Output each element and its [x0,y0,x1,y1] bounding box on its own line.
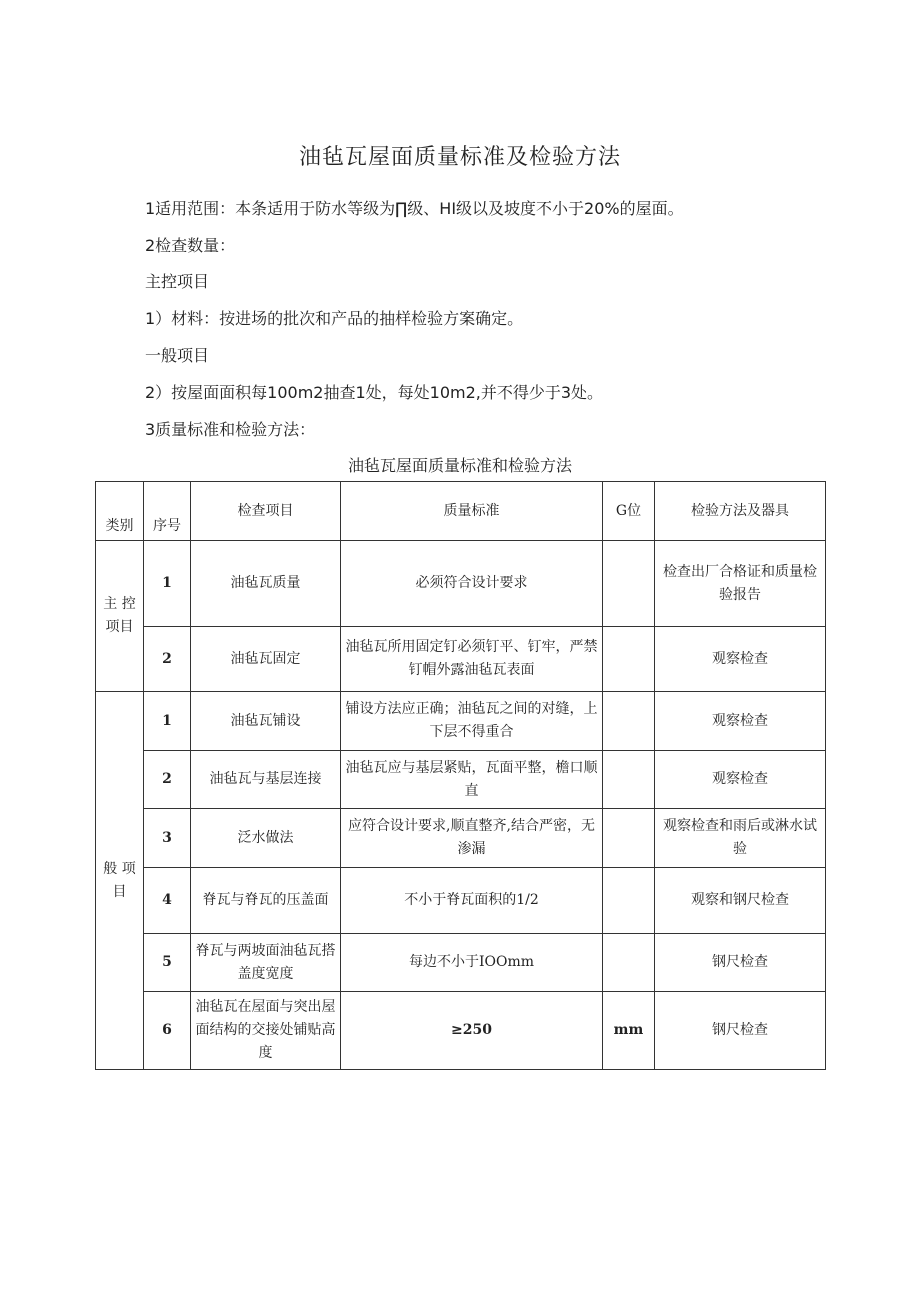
seq-cell: 5 [144,934,191,992]
table-row [96,541,826,627]
standard-cell: 应符合设计要求,顺直整齐,结合严密，无渗漏 [341,809,603,868]
header-standard: 质量标准 [341,482,603,541]
method-cell: 钢尺检查 [655,934,826,992]
standards-heading: 3质量标准和检验方法： [145,420,316,439]
unit-cell [603,627,655,692]
header-seq: 序号 [144,482,191,541]
table-row [96,692,826,751]
unit-cell [603,809,655,868]
header-unit: G位 [603,482,655,541]
method-cell: 观察检查 [655,751,826,809]
standard-cell: 油毡瓦应与基层紧贴，瓦面平整，檐口顺直 [341,751,603,809]
table-row [96,751,826,809]
document-title: 油毡瓦屋面质量标准及检验方法 [298,145,621,170]
table-header-row [96,482,826,541]
unit-cell [603,868,655,934]
table-caption: 油毡瓦屋面质量标准和检验方法 [347,456,572,475]
seq-cell: 2 [144,627,191,692]
unit-cell [603,934,655,992]
standard-cell: 铺设方法应正确；油毡瓦之间的对缝，上下层不得重合 [341,692,603,751]
main-control-heading: 主控项目 [145,272,210,291]
standard-cell: 油毡瓦所用固定钉必须钉平、钉牢，严禁钉帽外露油毡瓦表面 [341,627,603,692]
seq-cell: 1 [144,692,191,751]
seq-cell: 3 [144,809,191,868]
material-paragraph: 1）材料：按进场的批次和产品的抽样检验方案确定。 [145,309,524,328]
general-items-heading: 一般项目 [145,346,210,365]
item-cell: 泛水做法 [191,809,341,868]
header-category: 类别 [96,482,144,541]
method-cell: 钢尺检查 [655,992,826,1070]
item-cell: 油毡瓦固定 [191,627,341,692]
table-row [96,868,826,934]
method-cell: 检查出厂合格证和质量检验报告 [655,541,826,627]
standard-cell: 必须符合设计要求 [341,541,603,627]
unit-cell [603,541,655,627]
method-cell: 观察检查 [655,692,826,751]
table-row [96,934,826,992]
standard-cell: 每边不小于IOOmm [341,934,603,992]
inspection-quantity-heading: 2检查数量： [145,236,236,255]
seq-cell: 6 [144,992,191,1070]
standard-cell: ≥250 [341,992,603,1070]
header-method: 检验方法及器具 [655,482,826,541]
item-cell: 油毡瓦与基层连接 [191,751,341,809]
scope-paragraph: 1适用范围：本条适用于防水等级为∏级、HI级以及坡度不小于20%的屋面。 [145,199,684,218]
quality-table [95,481,826,1070]
unit-cell: mm [603,992,655,1070]
standard-cell: 不小于脊瓦面积的1/2 [341,868,603,934]
item-cell: 油毡瓦在屋面与突出屋面结构的交接处铺贴高度 [191,992,341,1070]
item-cell: 脊瓦与两坡面油毡瓦搭盖度宽度 [191,934,341,992]
seq-cell: 4 [144,868,191,934]
category-general: 般 项 目 [96,692,144,1070]
method-cell: 观察和钢尺检查 [655,868,826,934]
table-row [96,992,826,1070]
seq-cell: 1 [144,541,191,627]
seq-cell: 2 [144,751,191,809]
item-cell: 油毡瓦铺设 [191,692,341,751]
table-row [96,627,826,692]
header-item: 检查项目 [191,482,341,541]
method-cell: 观察检查和雨后或淋水试验 [655,809,826,868]
unit-cell [603,751,655,809]
unit-cell [603,692,655,751]
table-row [96,809,826,868]
item-cell: 脊瓦与脊瓦的压盖面 [191,868,341,934]
sampling-paragraph: 2）按屋面面积每100m2抽查1处，每处10m2,并不得少于3处。 [145,383,604,402]
method-cell: 观察检查 [655,627,826,692]
category-main-control: 主 控 项目 [96,541,144,692]
item-cell: 油毡瓦质量 [191,541,341,627]
